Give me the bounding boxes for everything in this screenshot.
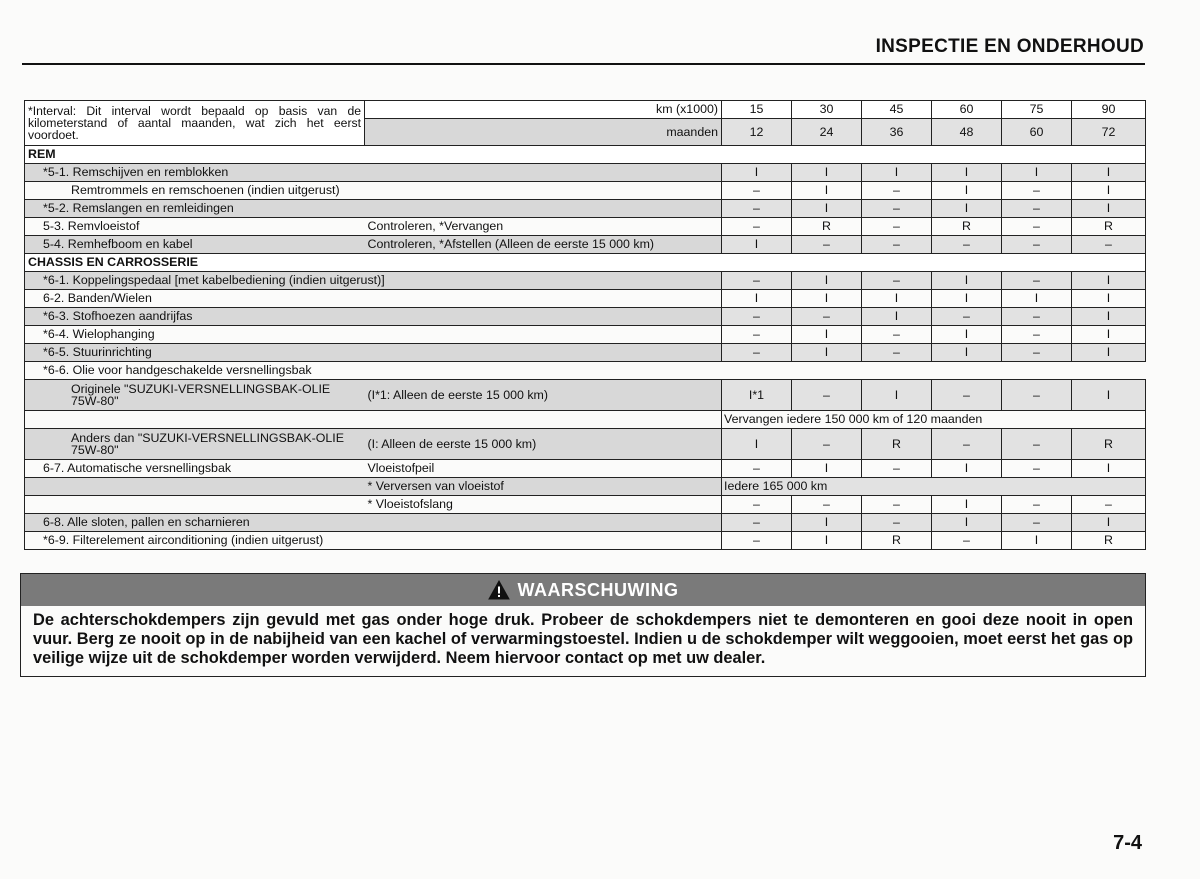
- month-value: 48: [932, 119, 1002, 146]
- table-row: [25, 478, 1146, 496]
- row-value: I: [1072, 460, 1146, 478]
- row-value: I: [792, 164, 862, 182]
- row-item: [25, 496, 365, 514]
- km-value: 75: [1002, 101, 1072, 119]
- row-value: –: [1002, 344, 1072, 362]
- row-value: I: [792, 326, 862, 344]
- row-value: –: [722, 326, 792, 344]
- table-row: [25, 514, 1146, 532]
- row-value: –: [862, 218, 932, 236]
- row-value: I: [1072, 344, 1146, 362]
- row-value: –: [722, 182, 792, 200]
- table-row: [25, 182, 1146, 200]
- row-value: –: [862, 514, 932, 532]
- row-item: 6-2. Banden/Wielen: [25, 290, 722, 308]
- row-value: R: [1072, 532, 1146, 550]
- table-row: [25, 326, 1146, 344]
- km-label: km (x1000): [365, 101, 722, 119]
- row-value: I: [932, 182, 1002, 200]
- row-value: –: [722, 218, 792, 236]
- page-number: 7-4: [1113, 832, 1142, 854]
- row-value: –: [862, 200, 932, 218]
- row-item: *6-3. Stofhoezen aandrijfas: [25, 308, 722, 326]
- row-value: –: [722, 496, 792, 514]
- table-row: [25, 532, 1146, 550]
- month-value: 12: [722, 119, 792, 146]
- row-operation: * Verversen van vloeistof: [365, 478, 722, 496]
- row-value: I: [1072, 308, 1146, 326]
- row-value: I: [932, 514, 1002, 532]
- row-value: I: [932, 326, 1002, 344]
- row-value: –: [722, 514, 792, 532]
- row-value: –: [722, 532, 792, 550]
- warning-text: De achterschokdempers zijn gevuld met gas onder hoge druk. Probeer de schokdempers niet te demonteren en gooi deze nooit in open vuur. Berg ze nooit op in de nabijheid van een kachel of verwarmingstoestel. Indien u de schokdemper wilt weggooien, moet eerst het gas op veilige wijze uit de schokdemper worden verwijderd. Neem hiervoor contact op met uw dealer.: [33, 611, 1133, 667]
- row-value: I: [1072, 290, 1146, 308]
- row-value: –: [792, 429, 862, 460]
- row-value: I: [792, 290, 862, 308]
- row-value: R: [932, 218, 1002, 236]
- row-value: I: [792, 532, 862, 550]
- row-item: 6-8. Alle sloten, pallen en scharnieren: [25, 514, 722, 532]
- table-row: [25, 290, 1146, 308]
- row-value: –: [1002, 514, 1072, 532]
- row-value: I: [1072, 272, 1146, 290]
- row-value: –: [1002, 182, 1072, 200]
- row-value: I: [792, 272, 862, 290]
- row-value: I: [862, 308, 932, 326]
- row-value: I: [932, 272, 1002, 290]
- interval-span-note: Vervangen iedere 150 000 km of 120 maanden: [722, 411, 1146, 429]
- row-value: I: [792, 514, 862, 532]
- row-value: –: [862, 182, 932, 200]
- row-value: R: [1072, 218, 1146, 236]
- section-heading-rem: REM: [25, 146, 1146, 164]
- row-value: –: [1002, 308, 1072, 326]
- row-value: I: [862, 164, 932, 182]
- row-value: I: [932, 496, 1002, 514]
- row-value: I: [1002, 290, 1072, 308]
- months-label: maanden: [365, 119, 722, 146]
- row-value: –: [1002, 326, 1072, 344]
- month-value: 24: [792, 119, 862, 146]
- row-value: –: [932, 236, 1002, 254]
- km-value: 30: [792, 101, 862, 119]
- row-value: I: [722, 236, 792, 254]
- row-value: –: [932, 380, 1002, 411]
- row-item: 5-3. Remvloeistof: [25, 218, 365, 236]
- row-value: I: [722, 429, 792, 460]
- row-item: Anders dan "SUZUKI-VERSNELLINGSBAK-OLIE 75W-80": [25, 429, 365, 460]
- row-value: –: [1002, 236, 1072, 254]
- row-operation: (I*1: Alleen de eerste 15 000 km): [365, 380, 722, 411]
- row-value: –: [722, 272, 792, 290]
- row-value: –: [932, 532, 1002, 550]
- table-row: [25, 200, 1146, 218]
- interval-note: *Interval: Dit interval wordt bepaald op basis van de kilometerstand of aantal maanden, wat zich het eerst voordoet.: [25, 101, 365, 146]
- row-value: –: [862, 326, 932, 344]
- row-value: I: [1002, 532, 1072, 550]
- month-value: 60: [1002, 119, 1072, 146]
- row-item: *6-1. Koppelingspedaal [met kabelbediening (indien uitgerust)]: [25, 272, 722, 290]
- row-value: I: [1072, 200, 1146, 218]
- row-item: *6-4. Wielophanging: [25, 326, 722, 344]
- interval-span-note: Iedere 165 000 km: [722, 478, 1146, 496]
- km-value: 90: [1072, 101, 1146, 119]
- row-item: 6-7. Automatische versnellingsbak: [25, 460, 365, 478]
- row-value: I: [722, 290, 792, 308]
- table-row: [25, 272, 1146, 290]
- table-row: [25, 362, 1146, 380]
- row-value: –: [792, 380, 862, 411]
- row-value: I: [1072, 380, 1146, 411]
- row-value: –: [792, 496, 862, 514]
- row-operation: Vloeistofpeil: [365, 460, 722, 478]
- row-item: *6-6. Olie voor handgeschakelde versnellingsbak: [25, 362, 1146, 380]
- row-operation: [365, 164, 722, 182]
- row-value: –: [1002, 218, 1072, 236]
- row-value: –: [1002, 496, 1072, 514]
- row-value: I: [932, 460, 1002, 478]
- row-value: I: [1072, 514, 1146, 532]
- km-value: 60: [932, 101, 1002, 119]
- row-value: I: [792, 460, 862, 478]
- row-item: *5-2. Remslangen en remleidingen: [25, 200, 365, 218]
- row-value: –: [862, 460, 932, 478]
- warning-box: [20, 573, 1146, 677]
- month-value: 72: [1072, 119, 1146, 146]
- row-value: I: [792, 344, 862, 362]
- month-value: 36: [862, 119, 932, 146]
- row-value: –: [932, 308, 1002, 326]
- page-title: INSPECTIE EN ONDERHOUD: [875, 36, 1144, 57]
- row-value: I*1: [722, 380, 792, 411]
- table-row: [25, 164, 1146, 182]
- row-value: I: [792, 182, 862, 200]
- row-value: I: [1072, 182, 1146, 200]
- row-value: –: [722, 308, 792, 326]
- row-value: I: [862, 380, 932, 411]
- row-operation: Controleren, *Afstellen (Alleen de eerste 15 000 km): [365, 236, 722, 254]
- row-value: –: [862, 496, 932, 514]
- header-rule: [22, 63, 1145, 65]
- table-row: [25, 429, 1146, 460]
- row-value: R: [862, 429, 932, 460]
- row-value: I: [1072, 164, 1146, 182]
- row-item: *5-1. Remschijven en remblokken: [25, 164, 365, 182]
- row-value: I: [862, 290, 932, 308]
- row-value: I: [792, 200, 862, 218]
- row-value: I: [1002, 164, 1072, 182]
- row-value: –: [1002, 272, 1072, 290]
- row-value: –: [722, 460, 792, 478]
- row-value: I: [932, 164, 1002, 182]
- warning-header: [21, 574, 1145, 606]
- row-operation: * Vloeistofslang: [365, 496, 722, 514]
- table-row: [25, 218, 1146, 236]
- row-operation: Controleren, *Vervangen: [365, 218, 722, 236]
- table-row: [25, 236, 1146, 254]
- row-item: 5-4. Remhefboom en kabel: [25, 236, 365, 254]
- warning-title: WAARSCHUWING: [517, 579, 679, 600]
- table-row: [25, 411, 1146, 429]
- section-heading-chassis: CHASSIS EN CARROSSERIE: [25, 254, 1146, 272]
- row-value: R: [1072, 429, 1146, 460]
- row-item: Remtrommels en remschoenen (indien uitgerust): [25, 182, 722, 200]
- table-row: [25, 496, 1146, 514]
- row-value: –: [1002, 200, 1072, 218]
- warning-triangle-icon: [488, 580, 510, 600]
- row-value: I: [722, 164, 792, 182]
- row-value: I: [932, 290, 1002, 308]
- row-value: R: [862, 532, 932, 550]
- row-value: –: [722, 200, 792, 218]
- row-item: *6-5. Stuurinrichting: [25, 344, 722, 362]
- table-row: [25, 308, 1146, 326]
- row-value: I: [932, 200, 1002, 218]
- maintenance-schedule-table: [24, 100, 1146, 550]
- row-operation: [365, 200, 722, 218]
- row-value: –: [792, 308, 862, 326]
- row-value: –: [1002, 429, 1072, 460]
- row-item: *6-9. Filterelement airconditioning (indien uitgerust): [25, 532, 722, 550]
- row-value: –: [792, 236, 862, 254]
- row-value: –: [932, 429, 1002, 460]
- row-value: –: [862, 272, 932, 290]
- row-value: –: [1072, 236, 1146, 254]
- km-value: 15: [722, 101, 792, 119]
- row-value: –: [1002, 380, 1072, 411]
- table-row: [25, 460, 1146, 478]
- row-item: [25, 478, 365, 496]
- row-value: –: [1002, 460, 1072, 478]
- row-value: –: [862, 344, 932, 362]
- row-value: –: [862, 236, 932, 254]
- table-row: [25, 380, 1146, 411]
- row-value: I: [1072, 326, 1146, 344]
- km-value: 45: [862, 101, 932, 119]
- row-operation: (I: Alleen de eerste 15 000 km): [365, 429, 722, 460]
- row-value: –: [722, 344, 792, 362]
- row-value: R: [792, 218, 862, 236]
- row-item: Originele "SUZUKI-VERSNELLINGSBAK-OLIE 75W-80": [25, 380, 365, 411]
- row-value: I: [932, 344, 1002, 362]
- row-value: –: [1072, 496, 1146, 514]
- table-row: [25, 344, 1146, 362]
